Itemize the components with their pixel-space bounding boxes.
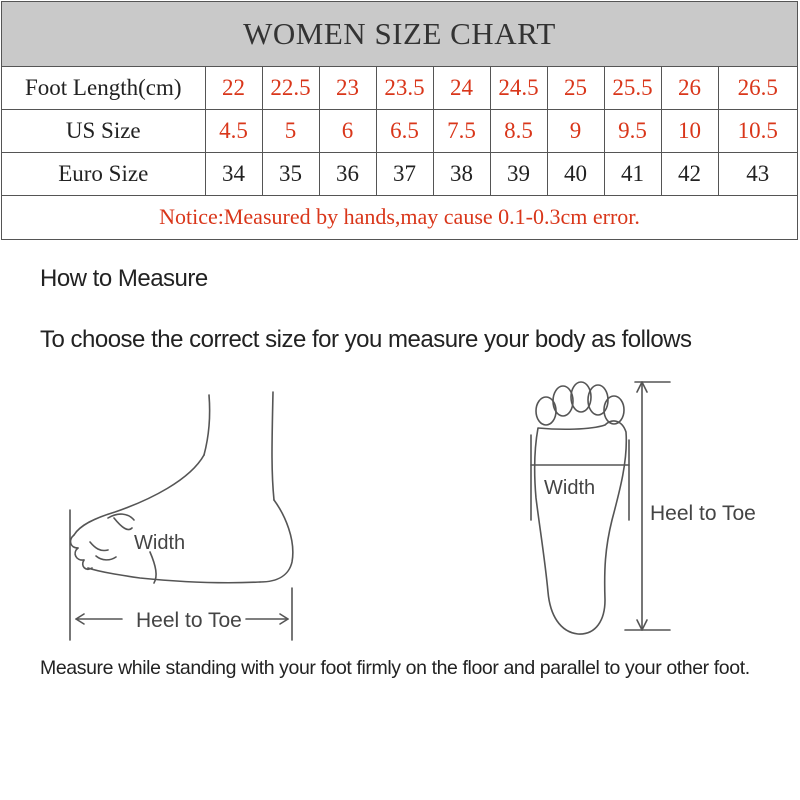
cell: 37 xyxy=(376,153,433,196)
cell: 23 xyxy=(319,67,376,110)
cell: 7.5 xyxy=(433,110,490,153)
side-width-label: Width xyxy=(134,532,186,554)
cell: 22.5 xyxy=(262,67,319,110)
cell: 23.5 xyxy=(376,67,433,110)
cell: 9.5 xyxy=(604,110,661,153)
cell: 9 xyxy=(547,110,604,153)
cell: 40 xyxy=(547,153,604,196)
sole-width-label: Width xyxy=(544,477,596,499)
cell: 41 xyxy=(604,153,661,196)
sole-heel-to-toe-label: Heel to Toe xyxy=(650,502,756,525)
chart-title: WOMEN SIZE CHART xyxy=(2,2,797,67)
row-label: Euro Size xyxy=(2,153,205,196)
cell: 24 xyxy=(433,67,490,110)
row-label: Foot Length(cm) xyxy=(2,67,205,110)
cell: 25.5 xyxy=(604,67,661,110)
how-to-measure-heading: How to Measure xyxy=(40,265,208,292)
cell: 8.5 xyxy=(490,110,547,153)
notice-text: Notice:Measured by hands,may cause 0.1-0.3cm error. xyxy=(159,204,640,229)
cell: 42 xyxy=(661,153,718,196)
cell: 10 xyxy=(661,110,718,153)
cell: 25 xyxy=(547,67,604,110)
cell: 43 xyxy=(718,153,797,196)
cell: 38 xyxy=(433,153,490,196)
row-foot-length xyxy=(2,67,797,110)
size-chart xyxy=(1,1,798,240)
cell: 5 xyxy=(262,110,319,153)
intro-text: To choose the correct size for you measure your body as follows xyxy=(40,326,692,353)
size-table xyxy=(2,67,797,196)
cell: 6 xyxy=(319,110,376,153)
row-us-size xyxy=(2,110,797,153)
cell: 24.5 xyxy=(490,67,547,110)
cell: 26.5 xyxy=(718,67,797,110)
cell: 4.5 xyxy=(205,110,262,153)
cell: 35 xyxy=(262,153,319,196)
cell: 22 xyxy=(205,67,262,110)
measure-instruction: Measure while standing with your foot firmly on the floor and parallel to your other foot. xyxy=(40,657,750,679)
cell: 34 xyxy=(205,153,262,196)
cell: 6.5 xyxy=(376,110,433,153)
measure-illustration xyxy=(0,370,800,650)
row-label: US Size xyxy=(2,110,205,153)
cell: 39 xyxy=(490,153,547,196)
row-euro-size xyxy=(2,153,797,196)
side-foot-icon xyxy=(70,392,293,640)
cell: 10.5 xyxy=(718,110,797,153)
side-heel-to-toe-label: Heel to Toe xyxy=(136,609,242,632)
cell: 26 xyxy=(661,67,718,110)
cell: 36 xyxy=(319,153,376,196)
